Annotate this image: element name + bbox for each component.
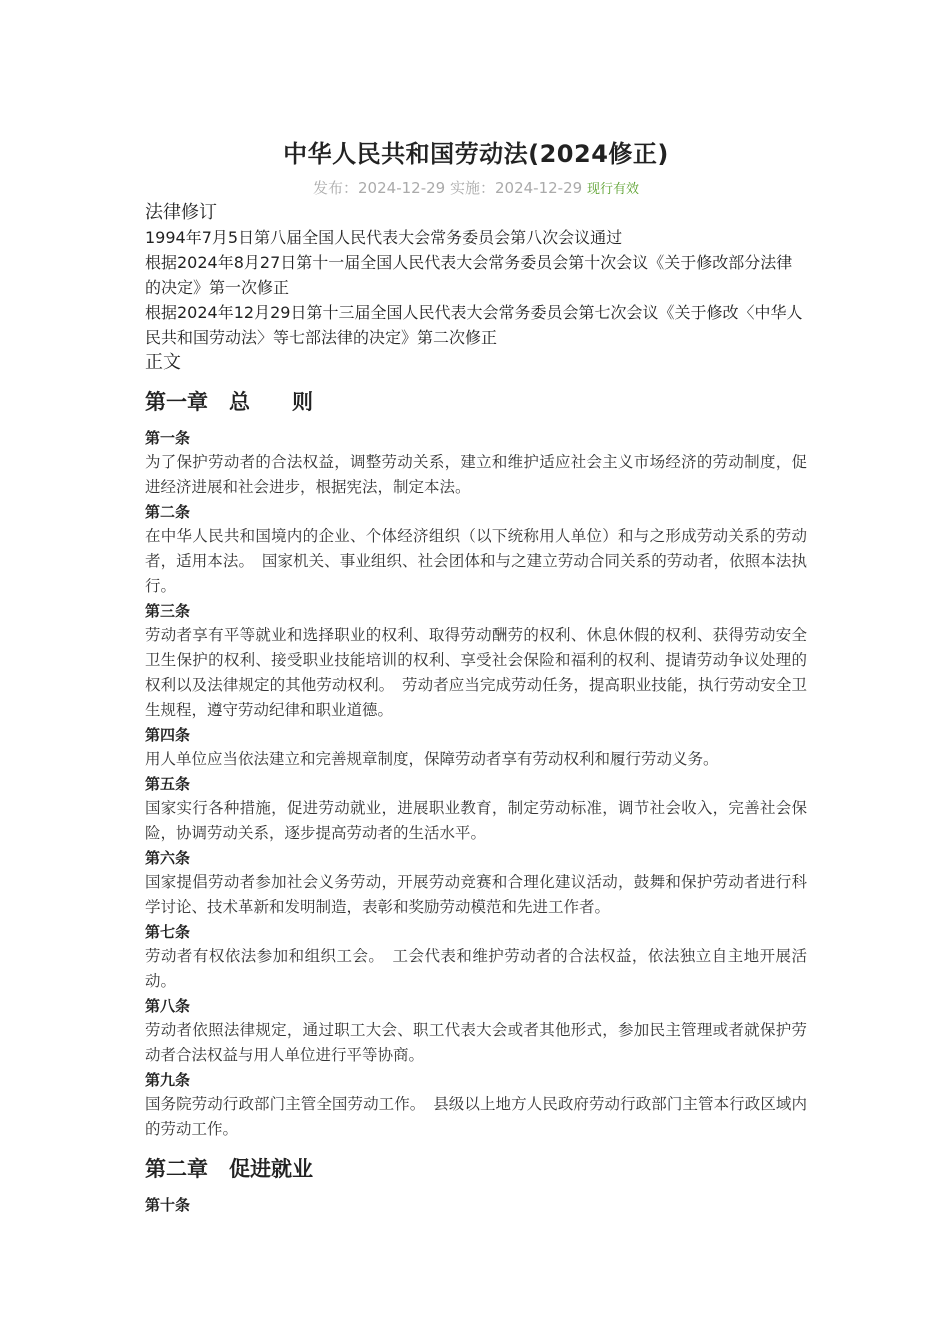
article-text: 在中华人民共和国境内的企业、个体经济组织（以下统称用人单位）和与之形成劳动关系的劳动者，适用本法。 国家机关、事业组织、社会团体和与之建立劳动合同关系的劳动者，依照本法执行。 bbox=[145, 527, 807, 595]
article-heading: 第三条 bbox=[145, 602, 191, 620]
article bbox=[145, 723, 807, 772]
article bbox=[145, 920, 807, 994]
article-heading: 第七条 bbox=[145, 923, 191, 941]
article bbox=[145, 994, 807, 1068]
article bbox=[145, 1193, 807, 1217]
status-badge: 现行有效 bbox=[586, 182, 639, 197]
article-heading: 第六条 bbox=[145, 849, 191, 867]
article-text: 国务院劳动行政部门主管全国劳动工作。 县级以上地方人民政府劳动行政部门主管本行政区域内的劳动工作。 bbox=[145, 1095, 807, 1138]
article-text: 劳动者享有平等就业和选择职业的权利、取得劳动酬劳的权利、休息休假的权利、获得劳动安全卫生保护的权利、接受职业技能培训的权利、享受社会保险和福利的权利、提请劳动争议处理的权利以及法律规定的其他劳动权利。 劳动者应当完成劳动任务，提高职业技能，执行劳动安全卫生规程，遵守劳动纪律和职业道德。 bbox=[145, 626, 807, 719]
publish-date: 2024-12-29 bbox=[358, 179, 446, 197]
article bbox=[145, 426, 807, 500]
article-heading: 第八条 bbox=[145, 997, 191, 1015]
article-text: 国家提倡劳动者参加社会义务劳动，开展劳动竞赛和合理化建议活动，鼓舞和保护劳动者进行科学讨论、技术革新和发明制造，表彰和奖励劳动模范和先进工作者。 bbox=[145, 873, 807, 916]
revision-item: 根据2024年12月29日第十三届全国人民代表大会常务委员会第七次会议《关于修改〈中华人民共和国劳动法〉等七部法律的决定》第二次修正 bbox=[145, 303, 803, 347]
document-content bbox=[145, 200, 807, 1217]
article-text: 国家实行各种措施，促进劳动就业，进展职业教育，制定劳动标准，调节社会收入，完善社会保险，协调劳动关系，逐步提高劳动者的生活水平。 bbox=[145, 799, 807, 842]
article-text: 劳动者有权依法参加和组织工会。 工会代表和维护劳动者的合法权益，依法独立自主地开展活动。 bbox=[145, 947, 807, 990]
body-section-label: 正文 bbox=[145, 352, 181, 373]
document-meta bbox=[145, 177, 807, 198]
revision-item: 1994年7月5日第八届全国人民代表大会常务委员会第八次会议通过 bbox=[145, 228, 623, 247]
article-heading: 第九条 bbox=[145, 1071, 191, 1089]
revision-item: 根据2024年8月27日第十一届全国人民代表大会常务委员会第十次会议《关于修改部分法律的决定》第一次修正 bbox=[145, 253, 793, 297]
document-title: 中华人民共和国劳动法(2024修正) bbox=[283, 140, 669, 168]
article-heading: 第二条 bbox=[145, 503, 191, 521]
article bbox=[145, 500, 807, 599]
chapter-heading: 第一章 总 则 bbox=[145, 390, 313, 414]
article bbox=[145, 772, 807, 846]
publish-label: 发布： bbox=[313, 179, 359, 197]
chapter-heading: 第二章 促进就业 bbox=[145, 1157, 313, 1181]
article-text: 劳动者依照法律规定，通过职工大会、职工代表大会或者其他形式，参加民主管理或者就保护劳动者合法权益与用人单位进行平等协商。 bbox=[145, 1021, 807, 1064]
effective-label: 实施： bbox=[449, 179, 495, 197]
revision-section-label: 法律修订 bbox=[145, 202, 217, 223]
article-heading: 第五条 bbox=[145, 775, 191, 793]
article bbox=[145, 1068, 807, 1142]
article bbox=[145, 599, 807, 723]
article-heading: 第四条 bbox=[145, 726, 191, 744]
article-text: 用人单位应当依法建立和完善规章制度，保障劳动者享有劳动权利和履行劳动义务。 bbox=[145, 750, 719, 768]
article-heading: 第十条 bbox=[145, 1196, 191, 1214]
article bbox=[145, 846, 807, 920]
article-text: 为了保护劳动者的合法权益，调整劳动关系，建立和维护适应社会主义市场经济的劳动制度，促进经济进展和社会进步，根据宪法，制定本法。 bbox=[145, 453, 807, 496]
article-heading: 第一条 bbox=[145, 429, 191, 447]
effective-date: 2024-12-29 bbox=[495, 179, 583, 197]
